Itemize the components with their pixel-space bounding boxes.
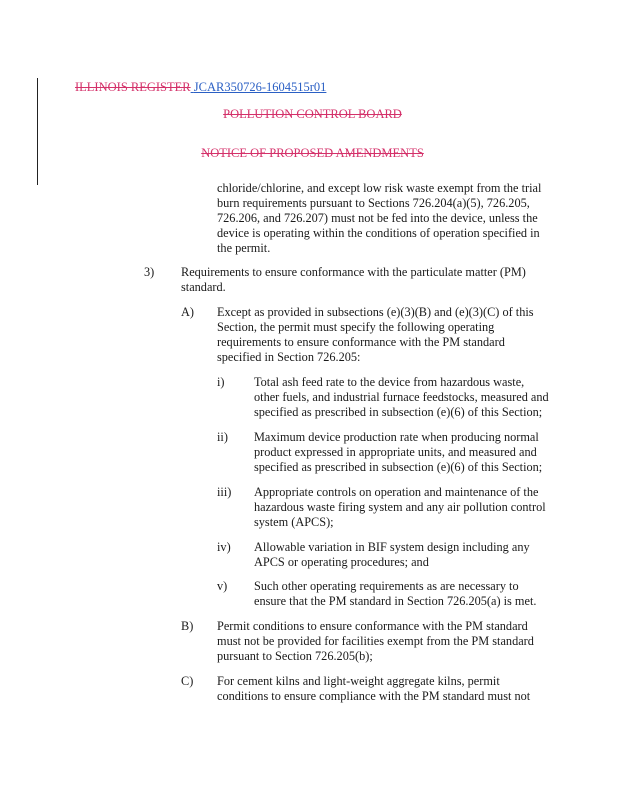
register-header xyxy=(75,80,326,95)
item-b-label: B) xyxy=(181,619,194,633)
subitem-v-text xyxy=(254,579,536,609)
item-c-text xyxy=(217,674,530,704)
subitem-i-label: i) xyxy=(217,375,225,389)
text-line: hazardous waste firing system and any air pollution control xyxy=(254,500,546,514)
item-3-text xyxy=(181,265,526,295)
register-struck-text: ILLINOIS REGISTER xyxy=(75,80,191,94)
text-line: 726.206, and 726.207) must not be fed into the device, unless the xyxy=(217,211,538,225)
text-line: other fuels, and industrial furnace feedstocks, measured and xyxy=(254,390,549,404)
text-line: conditions to ensure compliance with the PM standard must not xyxy=(217,689,531,703)
register-inserted-text xyxy=(191,80,327,94)
register-inserted-value: JCAR350726-1604515r01 xyxy=(193,80,327,94)
text-line: requirements to ensure conformance with the PM standard xyxy=(217,335,505,349)
text-line: Except as provided in subsections (e)(3)(B) and (e)(3)(C) of this xyxy=(217,305,534,319)
subitem-v-label: v) xyxy=(217,579,228,593)
text-line: burn requirements pursuant to Sections 726.204(a)(5), 726.205, xyxy=(217,196,530,210)
text-line: specified as prescribed in subsection (e)(6) of this Section; xyxy=(254,460,543,474)
text-line: pursuant to Section 726.205(b); xyxy=(217,649,373,663)
text-line: Allowable variation in BIF system design including any xyxy=(254,540,530,554)
text-line: must not be provided for facilities exempt from the PM standard xyxy=(217,634,534,648)
notice-header xyxy=(0,146,625,161)
text-line: Permit conditions to ensure conformance with the PM standard xyxy=(217,619,528,633)
text-line: Requirements to ensure conformance with the particulate matter (PM) xyxy=(181,265,526,279)
subitem-i-text xyxy=(254,375,549,420)
continuation-paragraph xyxy=(217,181,541,256)
text-line: device is operating within the conditions of operation specified in xyxy=(217,226,540,240)
subitem-ii-text xyxy=(254,430,542,475)
text-line: Appropriate controls on operation and maintenance of the xyxy=(254,485,539,499)
text-line: specified as prescribed in subsection (e)(6) of this Section; xyxy=(254,405,543,419)
text-line: ensure that the PM standard in Section 726.205(a) is met. xyxy=(254,594,537,608)
item-b-text xyxy=(217,619,534,664)
item-a-label: A) xyxy=(181,305,194,319)
item-a-text xyxy=(217,305,534,365)
text-line: Such other operating requirements as are necessary to xyxy=(254,579,519,593)
subitem-ii-label: ii) xyxy=(217,430,228,444)
text-line: chloride/chlorine, and except low risk waste exempt from the trial xyxy=(217,181,542,195)
subitem-iv-text xyxy=(254,540,530,570)
text-line: product expressed in appropriate units, and measured and xyxy=(254,445,537,459)
notice-struck-text: NOTICE OF PROPOSED AMENDMENTS xyxy=(201,146,424,160)
item-3-label: 3) xyxy=(144,265,155,279)
text-line: standard. xyxy=(181,280,226,294)
text-line: APCS or operating procedures; and xyxy=(254,555,429,569)
board-struck-text: POLLUTION CONTROL BOARD xyxy=(223,107,402,121)
subitem-iii-text xyxy=(254,485,546,530)
text-line: Section, the permit must specify the following operating xyxy=(217,320,495,334)
item-c-label: C) xyxy=(181,674,194,688)
subitem-iii-label: iii) xyxy=(217,485,232,499)
text-line: the permit. xyxy=(217,241,271,255)
text-line: system (APCS); xyxy=(254,515,334,529)
board-header xyxy=(0,107,625,122)
text-line: Total ash feed rate to the device from hazardous waste, xyxy=(254,375,525,389)
text-line: specified in Section 726.205: xyxy=(217,350,361,364)
text-line: Maximum device production rate when producing normal xyxy=(254,430,539,444)
change-bar xyxy=(37,78,38,185)
subitem-iv-label: iv) xyxy=(217,540,231,554)
text-line: For cement kilns and light-weight aggregate kilns, permit xyxy=(217,674,500,688)
